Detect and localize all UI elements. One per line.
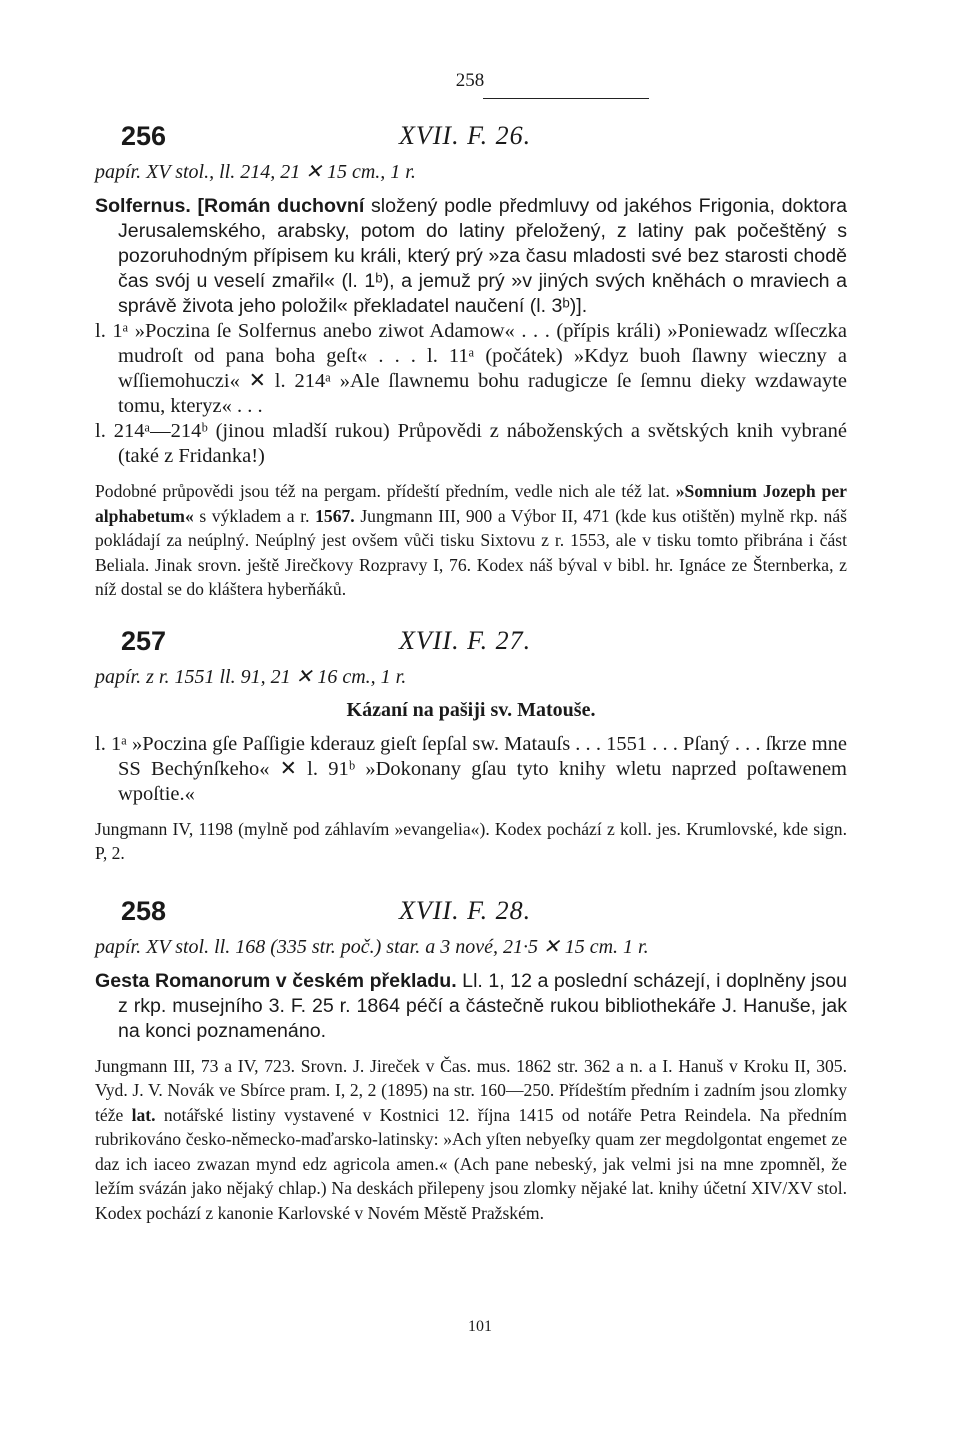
shelfmark: XVII. F. 26. bbox=[399, 121, 532, 150]
incipit-explicit: l. 1ᵃ »Poczina gſe Paſſigie kderauz gieſt ſepſal sw. Matauſs . . . 1551 . . . Pſaný . . . ſkrze mne SS Bechýnſkeho« ✕ l. 91ᵇ »Dokonany gſau tyto knihy wletu naprzed poſtawenem wpoſtie.« bbox=[95, 732, 847, 805]
bibliographic-note bbox=[95, 479, 847, 602]
incipit-explicit: l. 1ᵃ »Poczina ſe Solfernus anebo ziwot Adamow« . . . (přípis králi) »Poniewadz wſſeczka mudroſt od pana boha geſt« . . . l. 11ᵃ (počátek) »Kdyz buoh ſlawny wieczny a wſſiemohuczi« ✕ l. 214ᵃ »Ale ſlawnemu bohu radugicze ſe ſemnu dieky wzdawayte tomu, kteryz« . . . bbox=[95, 320, 847, 417]
note-title: »Somnium Jozeph per alphabetum« bbox=[95, 481, 847, 526]
catalog-entry-256 bbox=[95, 121, 847, 602]
folio-number: 101 bbox=[468, 1318, 492, 1335]
note-text: notářské listiny vystavené v Kostnici 12. října 1415 od notáře Petra Reindela. Na předním rubrikováno česko-německo-maďarsko-latinsky: »Ach yſten nebyeſky quam zer megdolgontat engemet ze daz ich iaceo zwazan mynd edz agricola amen.« (Ach pane nebeský, jak velmi jsi na mne zpomněl, že ležím svázán jako nějaký chlap.) Na deskách přilepeny jsou zlomky nějaké lat. knihy účetní XIV/XV stol. Kodex pochází z kanonie Karlovské v Novém Městě Pražském. bbox=[95, 1104, 847, 1223]
entry-number: 256 bbox=[121, 121, 167, 151]
entry-description bbox=[95, 969, 847, 1044]
entry-header bbox=[95, 121, 847, 157]
entry-header bbox=[95, 626, 847, 662]
entry-title: Gesta Romanorum v českém překladu. bbox=[95, 969, 457, 992]
entry-description-text: složený podle předmluvy od jakéhos Frigonia, doktora Jerusalemského, arabsky, potom do latiny přeložený, z latiny pak počeštěný s pozoruhodným přípisem ku králi, který prý »za času mladosti své bez starosti chodě čas svój u veselí zmařil« (l. 1ᵇ), a jemuž prý »v jiných svých kněhách o mraviech a správě života jeho položil« překladatel naučení (l. 3ᵇ)]. bbox=[118, 195, 847, 317]
note-text: Jungmann III, 900 a Výbor II, 471 (kde kus otištěn) mylně rkp. náš pokládají za neúplný. Neúplný jest ovšem vůči tisku Sixtovu z r. 1553, ale v tisku tomto přibrána i část Beliala. Jinak srovn. ještě Jirečkovy Rozpravy I, 76. Kodex náš býval v bibl. hr. Ignáce ze Šternberka, z níž dostal se do kláštera hyberňáků. bbox=[95, 505, 847, 599]
catalog-entry-257 bbox=[95, 626, 847, 866]
bibliographic-note bbox=[95, 1054, 847, 1226]
entry-description bbox=[95, 194, 847, 319]
running-head-rule bbox=[483, 98, 649, 99]
note-text: Podobné průpovědi jsou též na pergam. přídeští předním, vedle nich ale též lat. bbox=[95, 481, 670, 501]
note-text: s výkladem a r. bbox=[199, 505, 310, 526]
shelfmark: XVII. F. 28. bbox=[399, 895, 532, 925]
physical-description: papír. XV stol. ll. 168 (335 str. poč.) star. a 3 nové, 21·5 ✕ 15 cm. 1 r. bbox=[95, 935, 649, 958]
entry-title: Kázaní na pašiji sv. Matouše. bbox=[346, 698, 596, 721]
note-text: Jungmann III, 73 a IV, 723. Srovn. J. Jireček v Čas. mus. 1862 str. 362 a n. a I. Hanuš v Kroku II, 305. Vyd. J. V. Novák ve Sbírce pram. I, 2, 2 (1895) na str. 160—250. Přídeštím předním i zadním jsou zlomky téže bbox=[95, 1055, 847, 1125]
physical-description: papír. XV stol., ll. 214, 21 ✕ 15 cm., 1 r. bbox=[95, 161, 416, 183]
entry-title: Solfernus. bbox=[95, 195, 191, 217]
shelfmark: XVII. F. 27. bbox=[399, 625, 532, 655]
note-abbrev: lat. bbox=[131, 1104, 156, 1125]
running-head-page-number: 258 bbox=[455, 70, 485, 91]
entry-genre: [Román duchovní bbox=[197, 195, 365, 217]
physical-description: papír. z r. 1551 ll. 91, 21 ✕ 16 cm., 1 r. bbox=[95, 665, 407, 688]
entry-description-text: Ll. 1, 12 a poslední scházejí, i doplněny jsou z rkp. musejního 3. F. 25 r. 1864 péčí a částečně rukou bibliothekáře J. Hanuše, jak na konci poznamenáno. bbox=[118, 969, 847, 1042]
entry-number: 258 bbox=[121, 895, 167, 926]
entry-number: 257 bbox=[121, 625, 167, 656]
catalog-entry-258 bbox=[95, 896, 847, 1226]
additional-content: l. 214ᵃ—214ᵇ (jinou mladší rukou) Průpovědi z náboženských a světských knih vybrané (také z Fridanka!) bbox=[95, 420, 847, 467]
page-content bbox=[95, 70, 847, 1225]
entry-header bbox=[95, 896, 847, 932]
bibliographic-note: Jungmann IV, 1198 (mylně pod záhlavím »evangelia«). Kodex pochází z koll. jes. Krumlovské, kde sign. P, 2. bbox=[95, 818, 847, 863]
note-year: 1567. bbox=[315, 505, 355, 526]
